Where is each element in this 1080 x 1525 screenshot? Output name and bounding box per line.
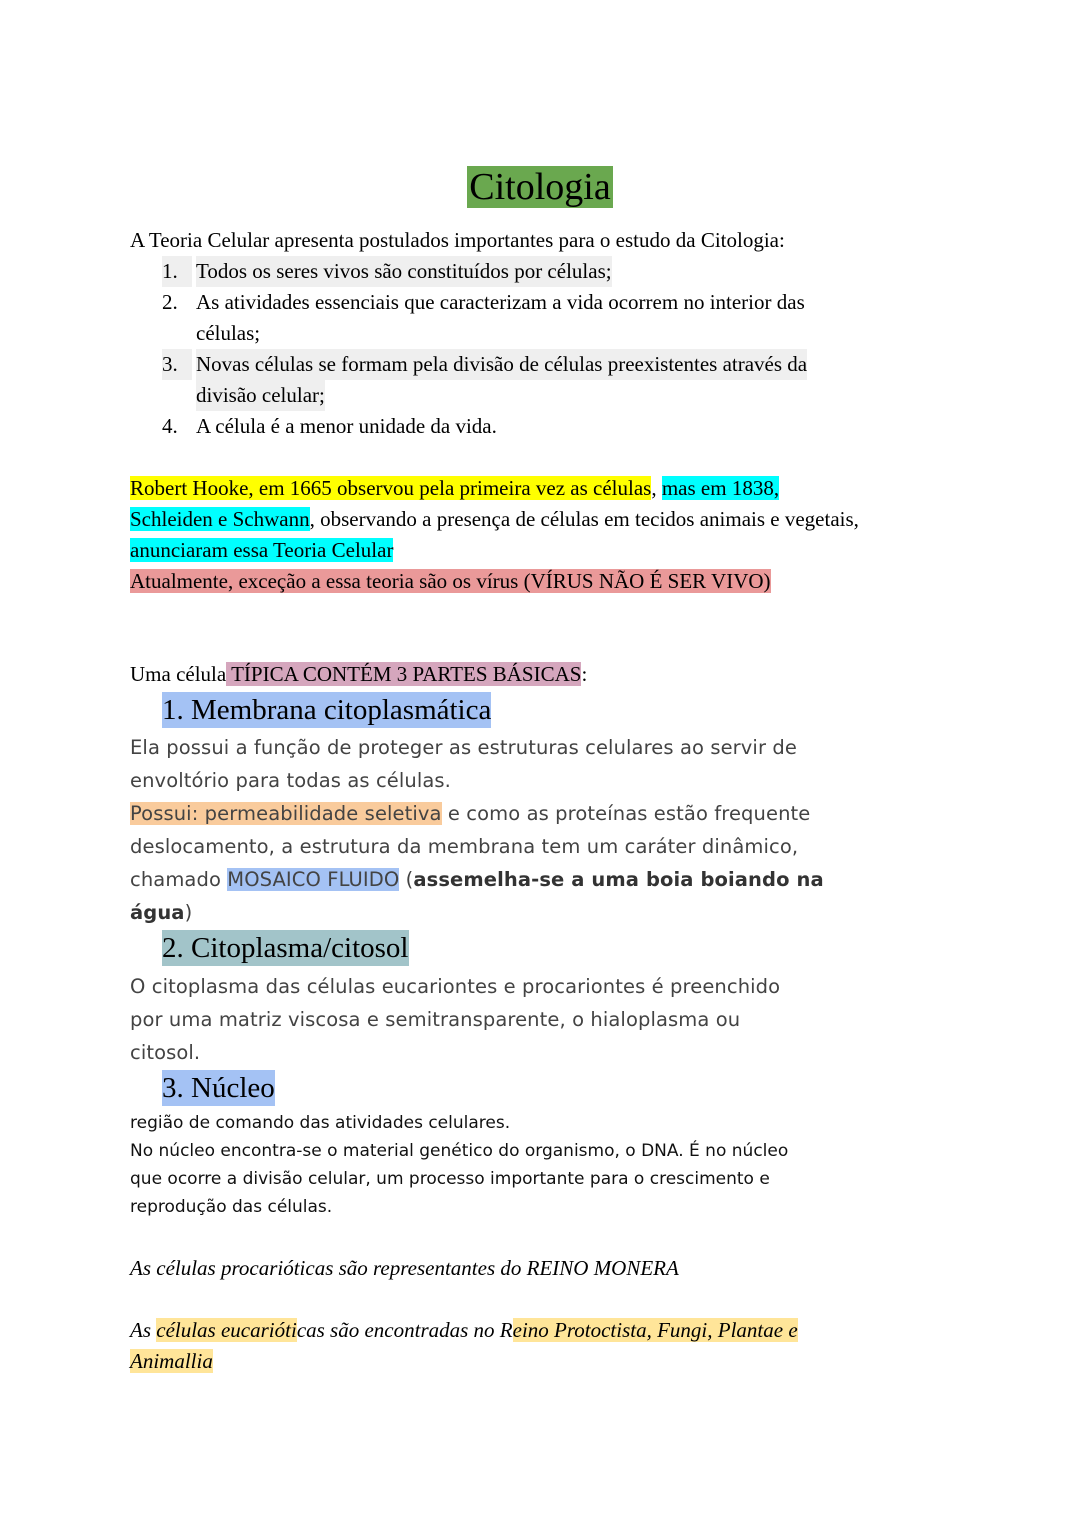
highlight-virus-exception: Atualmente, exceção a essa teoria são os vírus (VÍRUS NÃO É SER VIVO) bbox=[130, 569, 771, 593]
title-text: Citologia bbox=[469, 166, 611, 208]
heading-number: 3. bbox=[162, 1072, 184, 1104]
highlight-eucarioticas: células eucarióti bbox=[156, 1318, 297, 1342]
bold-text: assemelha-se a uma boia boiando na bbox=[413, 868, 824, 891]
list-number: 1. bbox=[162, 256, 192, 287]
body-line: região de comando das atividades celulares. bbox=[130, 1113, 511, 1133]
list-text: Novas células se formam pela divisão de células preexistentes através da bbox=[196, 349, 807, 380]
list-number: 3. bbox=[162, 349, 192, 380]
body-text: ) bbox=[184, 901, 193, 924]
intro-paragraph: A Teoria Celular apresenta postulados importantes para o estudo da Citologia: bbox=[130, 228, 785, 252]
highlight-three-parts: TÍPICA CONTÉM 3 PARTES BÁSICAS bbox=[226, 662, 582, 686]
list-text-continuation: células; bbox=[196, 321, 261, 345]
body-line: citosol. bbox=[130, 1041, 201, 1064]
history-line-3 bbox=[130, 535, 393, 566]
history-line-1 bbox=[130, 473, 779, 504]
body-text: ( bbox=[399, 868, 414, 891]
list-text: As atividades essenciais que caracterizam a vida ocorrem no interior das bbox=[196, 290, 805, 314]
body-line: No núcleo encontra-se o material genético do organismo, o DNA. É no núcleo bbox=[130, 1141, 789, 1161]
highlight-1838: mas em 1838, bbox=[661, 476, 780, 500]
prokaryote-paragraph: As células procarióticas são representantes do REINO MONERA bbox=[130, 1256, 679, 1280]
body-line: que ocorre a divisão celular, um processo importante para o crescimento e bbox=[130, 1169, 770, 1189]
highlight-schleiden-schwann: Schleiden e Schwann bbox=[130, 507, 310, 531]
body-line bbox=[130, 797, 810, 830]
highlight-mosaico-fluido: MOSAICO FLUIDO bbox=[227, 868, 400, 891]
list-text-continuation: divisão celular; bbox=[196, 380, 325, 411]
highlight-reinos: eino Protoctista, Fungi, Plantae e bbox=[512, 1318, 798, 1342]
body-text: cas são encontradas no R bbox=[296, 1318, 513, 1342]
body-line: por uma matriz viscosa e semitransparente, o hialoplasma ou bbox=[130, 1008, 741, 1031]
parts-intro-suffix: : bbox=[581, 662, 588, 686]
heading-number: 1. bbox=[162, 694, 184, 726]
section-heading bbox=[162, 930, 409, 966]
parts-intro bbox=[130, 659, 587, 690]
parts-intro-prefix: Uma célula bbox=[130, 662, 227, 686]
list-number: 4. bbox=[162, 414, 178, 438]
heading-text: Membrana citoplasmática bbox=[191, 694, 492, 726]
heading-text: Núcleo bbox=[191, 1072, 275, 1104]
bold-text: água bbox=[130, 901, 185, 924]
body-text: chamado bbox=[130, 868, 228, 891]
list-text: Todos os seres vivos são constituídos por células; bbox=[196, 256, 612, 287]
body-text: e como as proteínas estão frequente bbox=[441, 802, 811, 825]
body-line: Ela possui a função de proteger as estruturas celulares ao servir de bbox=[130, 736, 797, 759]
list-text: A célula é a menor unidade da vida. bbox=[196, 414, 497, 438]
comma: , bbox=[651, 476, 657, 500]
heading-number: 2. bbox=[162, 932, 184, 964]
list-number: 2. bbox=[162, 290, 178, 314]
body-line: envoltório para todas as células. bbox=[130, 769, 451, 792]
history-text: , observando a presença de células em tecidos animais e vegetais, bbox=[309, 507, 859, 531]
eukaryote-line-1 bbox=[130, 1315, 798, 1346]
body-line bbox=[130, 863, 824, 896]
highlight-teoria-celular: anunciaram essa Teoria Celular bbox=[130, 538, 394, 562]
body-line bbox=[130, 896, 192, 929]
body-line: deslocamento, a estrutura da membrana tem um caráter dinâmico, bbox=[130, 835, 799, 858]
body-line: O citoplasma das células eucariontes e procariontes é preenchido bbox=[130, 975, 781, 998]
highlight-permeabilidade: Possui: permeabilidade seletiva bbox=[130, 802, 442, 825]
body-line: reprodução das células. bbox=[130, 1197, 333, 1217]
section-heading bbox=[162, 1070, 275, 1106]
eukaryote-line-2 bbox=[130, 1346, 213, 1377]
history-line-2 bbox=[130, 504, 859, 535]
body-text: As bbox=[130, 1318, 157, 1342]
heading-text: Citoplasma/citosol bbox=[191, 932, 409, 964]
history-line-4 bbox=[130, 566, 771, 597]
highlight-hooke: Robert Hooke, em 1665 observou pela primeira vez as células bbox=[130, 476, 652, 500]
document-title bbox=[0, 165, 1080, 209]
section-heading bbox=[162, 692, 491, 728]
highlight-animallia: Animallia bbox=[130, 1349, 213, 1373]
